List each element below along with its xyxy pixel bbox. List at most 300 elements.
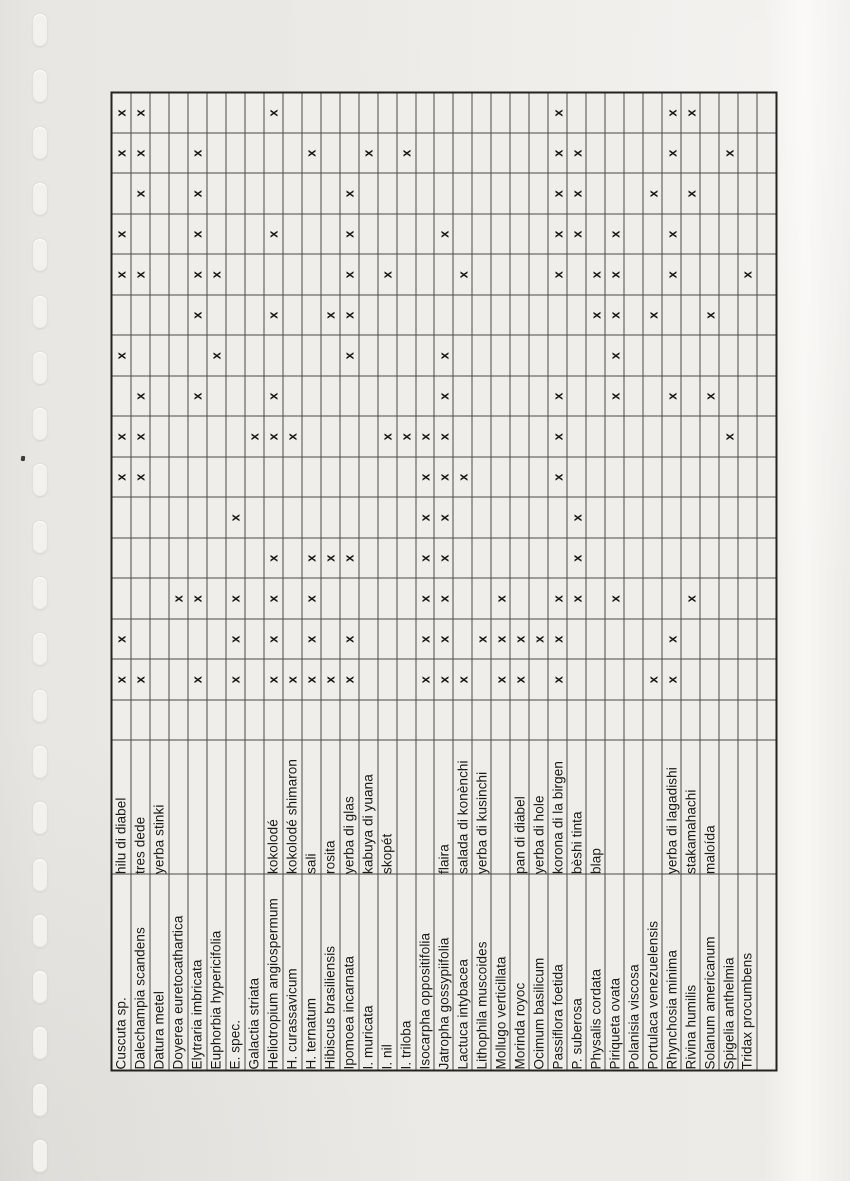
mark-cell-empty [150,660,169,701]
species-name-cell: Polanisia viscosa [624,875,643,1071]
species-name-cell [757,875,777,1071]
species-name-cell: Mollugo verticillata [491,875,510,1071]
mark-cell-empty [662,579,681,620]
mark-cell-empty [264,457,283,498]
mark-cell-empty [150,498,169,539]
species-name-cell: Portulaca venezuelensis [643,875,662,1071]
mark-cell-x: x [321,295,340,336]
mark-cell-x: x [605,376,624,417]
mark-cell-empty [397,255,416,296]
mark-cell-empty [397,457,416,498]
mark-cell-empty [738,457,757,498]
mark-cell-empty [207,133,226,174]
mark-cell-empty [491,457,510,498]
table-row [472,93,491,1071]
mark-cell-empty [397,174,416,215]
mark-cell-empty [150,255,169,296]
mark-cell-empty [738,93,757,134]
mark-cell-empty [605,133,624,174]
mark-cell-x: x [131,417,150,458]
mark-cell-empty [378,660,397,701]
local-name-cell [207,741,226,875]
binding-hole [33,70,47,103]
mark-cell-empty [662,295,681,336]
mark-cell-empty [624,498,643,539]
mark-cell-empty [321,255,340,296]
mark-cell-empty [472,417,491,458]
mark-cell-empty [169,538,188,579]
mark-cell-empty [283,336,302,377]
local-name-cell [416,741,435,875]
mark-cell-x: x [207,336,226,377]
mark-cell-empty [624,133,643,174]
mark-cell-x: x [416,579,435,620]
mark-cell-x: x [662,619,681,660]
mark-cell-x: x [207,255,226,296]
mark-cell-empty [529,700,548,741]
species-name-cell: Spigelia anthelmia [719,875,738,1071]
species-name-cell: Rivina humilis [681,875,700,1071]
mark-cell-empty [757,214,777,255]
species-table-body [112,93,777,1071]
species-name-cell: Isocarpha oppositifolia [416,875,435,1071]
mark-cell-empty [321,133,340,174]
mark-cell-empty [340,700,359,741]
local-name-cell: pan di diabel [510,741,529,875]
table-row [169,93,188,1071]
mark-cell-empty [757,417,777,458]
mark-cell-x: x [643,174,662,215]
mark-cell-empty [302,417,321,458]
mark-cell-x: x [131,93,150,134]
local-name-cell: yerba di lagadishi [662,741,681,875]
mark-cell-empty [207,700,226,741]
table-row [567,93,586,1071]
table-row [245,93,264,1071]
mark-cell-empty [491,214,510,255]
mark-cell-empty [283,538,302,579]
mark-cell-x: x [700,376,719,417]
mark-cell-empty [529,295,548,336]
mark-cell-empty [359,93,378,134]
mark-cell-x: x [434,417,453,458]
mark-cell-empty [378,214,397,255]
mark-cell-empty [453,376,472,417]
mark-cell-empty [738,174,757,215]
mark-cell-empty [472,93,491,134]
mark-cell-empty [586,376,605,417]
local-name-cell: stakamahachi [681,741,700,875]
mark-cell-empty [169,174,188,215]
mark-cell-empty [757,660,777,701]
mark-cell-x: x [662,376,681,417]
mark-cell-x: x [302,133,321,174]
mark-cell-empty [472,174,491,215]
local-name-cell: maloída [700,741,719,875]
mark-cell-empty [624,295,643,336]
mark-cell-x: x [131,174,150,215]
mark-cell-empty [700,579,719,620]
mark-cell-empty [548,538,567,579]
mark-cell-x: x [662,93,681,134]
mark-cell-empty [491,538,510,579]
mark-cell-empty [548,700,567,741]
mark-cell-empty [700,214,719,255]
local-name-cell [757,741,777,875]
mark-cell-empty [169,457,188,498]
mark-cell-empty [700,93,719,134]
mark-cell-empty [150,133,169,174]
mark-cell-empty [378,619,397,660]
species-name-cell: Passiflora foetida [548,875,567,1071]
mark-cell-empty [643,538,662,579]
mark-cell-empty [491,336,510,377]
mark-cell-empty [131,498,150,539]
mark-cell-empty [169,336,188,377]
mark-cell-empty [226,376,245,417]
mark-cell-empty [207,619,226,660]
mark-cell-empty [757,579,777,620]
mark-cell-empty [359,619,378,660]
mark-cell-empty [548,336,567,377]
mark-cell-x: x [226,579,245,620]
mark-cell-empty [567,255,586,296]
species-name-cell: Morinda royoc [510,875,529,1071]
binding-hole [33,352,47,385]
mark-cell-empty [681,214,700,255]
table-row [529,93,548,1071]
mark-cell-empty [150,93,169,134]
mark-cell-empty [453,619,472,660]
local-name-cell [738,741,757,875]
mark-cell-empty [738,214,757,255]
mark-cell-x: x [662,255,681,296]
mark-cell-empty [226,133,245,174]
mark-cell-empty [719,214,738,255]
mark-cell-empty [245,457,264,498]
mark-cell-x: x [605,579,624,620]
mark-cell-x: x [264,538,283,579]
mark-cell-x: x [264,214,283,255]
mark-cell-empty [245,336,264,377]
mark-cell-empty [586,336,605,377]
mark-cell-empty [548,498,567,539]
species-name-cell: E. spec. [226,875,245,1071]
mark-cell-empty [207,457,226,498]
mark-cell-empty [131,579,150,620]
mark-cell-x: x [302,538,321,579]
mark-cell-empty [719,579,738,620]
mark-cell-empty [264,336,283,377]
local-name-cell [491,741,510,875]
local-name-cell: yerba di glas [340,741,359,875]
mark-cell-x: x [112,336,131,377]
table-row [586,93,605,1071]
mark-cell-empty [416,174,435,215]
mark-cell-x: x [510,660,529,701]
table-row [378,93,397,1071]
table-row [188,93,207,1071]
mark-cell-empty [757,295,777,336]
mark-cell-empty [472,660,491,701]
mark-cell-empty [700,700,719,741]
mark-cell-empty [359,700,378,741]
table-row [757,93,777,1071]
mark-cell-x: x [131,660,150,701]
mark-cell-x: x [567,579,586,620]
mark-cell-x: x [340,619,359,660]
table-row [510,93,529,1071]
mark-cell-empty [245,255,264,296]
mark-cell-empty [472,498,491,539]
mark-cell-empty [605,619,624,660]
mark-cell-empty [662,417,681,458]
mark-cell-x: x [112,133,131,174]
mark-cell-empty [529,660,548,701]
table-row [131,93,150,1071]
table-row [700,93,719,1071]
mark-cell-empty [226,457,245,498]
mark-cell-empty [359,336,378,377]
mark-cell-empty [643,214,662,255]
mark-cell-empty [245,133,264,174]
mark-cell-empty [453,538,472,579]
mark-cell-empty [491,133,510,174]
mark-cell-empty [624,93,643,134]
binding-hole [33,14,47,47]
mark-cell-empty [150,579,169,620]
mark-cell-x: x [586,255,605,296]
mark-cell-empty [529,93,548,134]
mark-cell-empty [491,174,510,215]
mark-cell-x: x [491,660,510,701]
mark-cell-empty [453,336,472,377]
mark-cell-empty [662,174,681,215]
mark-cell-empty [264,174,283,215]
mark-cell-x: x [416,417,435,458]
species-name-cell: Ipomoea incarnata [340,875,359,1071]
mark-cell-empty [283,133,302,174]
binding-hole [33,296,47,329]
mark-cell-empty [378,376,397,417]
mark-cell-empty [302,457,321,498]
mark-cell-x: x [605,336,624,377]
mark-cell-x: x [738,255,757,296]
mark-cell-empty [662,336,681,377]
mark-cell-x: x [662,660,681,701]
mark-cell-empty [397,538,416,579]
mark-cell-x: x [169,579,188,620]
species-name-cell: Ocimum basilicum [529,875,548,1071]
mark-cell-empty [738,619,757,660]
mark-cell-empty [302,255,321,296]
mark-cell-empty [434,133,453,174]
mark-cell-x: x [264,93,283,134]
mark-cell-empty [207,214,226,255]
table-row [264,93,283,1071]
mark-cell-x: x [548,619,567,660]
mark-cell-x: x [567,498,586,539]
mark-cell-empty [340,376,359,417]
mark-cell-empty [340,579,359,620]
mark-cell-x: x [188,295,207,336]
table-row [150,93,169,1071]
mark-cell-empty [738,700,757,741]
local-name-cell: bèshi tinta [567,741,586,875]
mark-cell-empty [302,376,321,417]
mark-cell-x: x [226,498,245,539]
mark-cell-empty [586,214,605,255]
binding-hole [33,971,47,1004]
mark-cell-empty [510,417,529,458]
mark-cell-empty [416,700,435,741]
mark-cell-empty [491,498,510,539]
mark-cell-empty [169,417,188,458]
mark-cell-x: x [188,376,207,417]
mark-cell-empty [586,93,605,134]
mark-cell-empty [643,579,662,620]
local-name-cell [624,741,643,875]
mark-cell-empty [169,376,188,417]
mark-cell-empty [359,376,378,417]
mark-cell-x: x [188,255,207,296]
mark-cell-empty [416,376,435,417]
mark-cell-x: x [681,174,700,215]
mark-cell-empty [302,214,321,255]
mark-cell-x: x [416,660,435,701]
mark-cell-empty [510,376,529,417]
mark-cell-x: x [548,579,567,620]
mark-cell-empty [416,214,435,255]
mark-cell-empty [738,295,757,336]
mark-cell-x: x [434,538,453,579]
mark-cell-empty [264,133,283,174]
mark-cell-empty [700,498,719,539]
table-row [643,93,662,1071]
mark-cell-empty [245,700,264,741]
mark-cell-empty [188,336,207,377]
mark-cell-x: x [340,660,359,701]
mark-cell-empty [719,93,738,134]
mark-cell-empty [397,376,416,417]
table-row [112,93,131,1071]
mark-cell-x: x [340,174,359,215]
local-name-cell: yerba di hole [529,741,548,875]
mark-cell-empty [302,336,321,377]
mark-cell-x: x [548,457,567,498]
mark-cell-empty [757,619,777,660]
mark-cell-empty [510,336,529,377]
mark-cell-x: x [586,295,605,336]
mark-cell-empty [510,295,529,336]
mark-cell-empty [245,498,264,539]
mark-cell-empty [169,619,188,660]
local-name-cell: korona di la birgen [548,741,567,875]
mark-cell-empty [283,579,302,620]
mark-cell-empty [586,700,605,741]
mark-cell-empty [321,376,340,417]
mark-cell-x: x [112,417,131,458]
mark-cell-empty [510,93,529,134]
mark-cell-empty [434,255,453,296]
mark-cell-empty [359,579,378,620]
table-row [207,93,226,1071]
mark-cell-empty [169,214,188,255]
mark-cell-empty [624,255,643,296]
mark-cell-empty [378,174,397,215]
mark-cell-x: x [188,133,207,174]
table-row [738,93,757,1071]
mark-cell-x: x [548,255,567,296]
mark-cell-empty [643,700,662,741]
mark-cell-empty [510,700,529,741]
local-name-cell [188,741,207,875]
mark-cell-x: x [491,579,510,620]
mark-cell-empty [131,538,150,579]
mark-cell-x: x [719,417,738,458]
mark-cell-empty [738,660,757,701]
mark-cell-empty [529,376,548,417]
mark-cell-empty [681,619,700,660]
mark-cell-empty [226,295,245,336]
mark-cell-empty [283,498,302,539]
mark-cell-empty [245,619,264,660]
mark-cell-x: x [131,376,150,417]
mark-cell-empty [416,93,435,134]
mark-cell-empty [226,214,245,255]
mark-cell-empty [131,214,150,255]
mark-cell-empty [472,295,491,336]
species-name-cell: Dalechampia scandens [131,875,150,1071]
mark-cell-x: x [548,174,567,215]
mark-cell-empty [719,336,738,377]
mark-cell-empty [397,295,416,336]
mark-cell-empty [605,498,624,539]
mark-cell-empty [605,700,624,741]
species-name-cell: Galactia striata [245,875,264,1071]
table-row [340,93,359,1071]
mark-cell-empty [472,700,491,741]
species-name-cell: Tridax procumbens [738,875,757,1071]
mark-cell-empty [529,214,548,255]
local-name-cell: yerba di kusinchi [472,741,491,875]
mark-cell-empty [624,700,643,741]
species-name-cell: Rhynchosia minima [662,875,681,1071]
mark-cell-empty [662,538,681,579]
table-row [453,93,472,1071]
mark-cell-empty [359,417,378,458]
mark-cell-empty [453,498,472,539]
mark-cell-empty [567,700,586,741]
mark-cell-empty [359,255,378,296]
mark-cell-empty [472,214,491,255]
mark-cell-empty [643,457,662,498]
mark-cell-empty [397,93,416,134]
table-row [226,93,245,1071]
local-name-cell: flaira [434,741,453,875]
mark-cell-x: x [359,133,378,174]
mark-cell-x: x [434,214,453,255]
species-name-cell: Piriqueta ovata [605,875,624,1071]
mark-cell-empty [719,255,738,296]
table-row [548,93,567,1071]
mark-cell-empty [188,498,207,539]
mark-cell-empty [207,579,226,620]
local-name-cell [643,741,662,875]
species-name-cell: I. triloba [397,875,416,1071]
mark-cell-empty [757,336,777,377]
mark-cell-empty [131,336,150,377]
